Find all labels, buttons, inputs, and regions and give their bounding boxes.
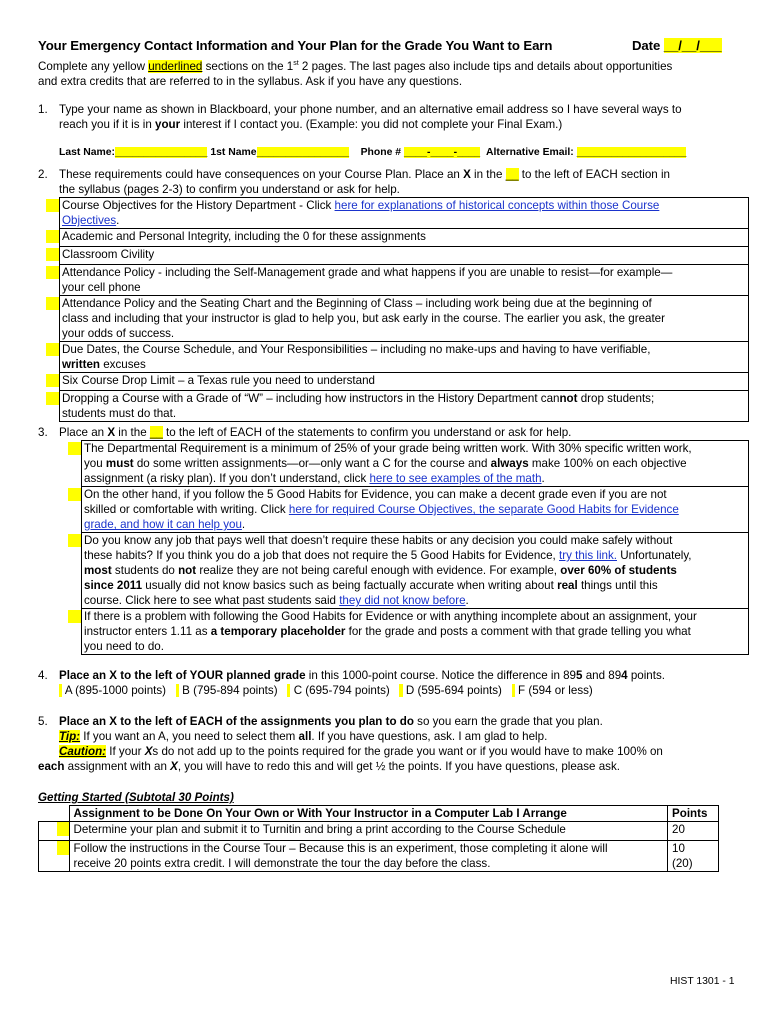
alt-email-field[interactable]: ___________________ <box>576 147 687 158</box>
contact-fields-row <box>59 147 686 158</box>
statements-table <box>59 440 749 655</box>
item-1-number: 1. <box>38 103 48 116</box>
last-name-label: Last Name: <box>59 147 116 158</box>
item-5-number: 5. <box>38 715 48 728</box>
grade-b-checkbox[interactable] <box>176 684 179 697</box>
grade-d-checkbox[interactable] <box>399 684 402 697</box>
table-row: Course Objectives for the History Department - Click here for explanations of historical concepts within those Course Objectives. <box>37 198 749 229</box>
table-row: If there is a problem with following the Good Habits for Evidence or with anything incomplete about an assignment, your instructor enters 1.11 as a temporary placeholder for the grade and posts a comment with that grade telling you what you need to do. <box>59 609 749 655</box>
table-row: Classroom Civility <box>37 247 749 265</box>
col-assignment-header: Assignment to be Done On Your Own or With Your Instructor in a Computer Lab I Arrange <box>69 806 668 822</box>
table-row: Follow the instructions in the Course Tour – Because this is an experiment, those completing it alone will receive 20 points extra credit. I will demonstrate the tour the day before the class. 10 (20) <box>39 841 719 872</box>
checkbox[interactable] <box>37 229 60 247</box>
item-5-line4: each assignment with an X, you will have to redo this and will get ½ the points. If you have questions, please ask. <box>38 760 620 773</box>
phone-field[interactable]: ____-____-____ <box>403 147 481 158</box>
checkbox[interactable] <box>37 373 60 391</box>
table-row: The Departmental Requirement is a minimum of 25% of your grade being written work. With 30% specific written work, you must do some written assignments—or—only want a C for the course and always make 100% on each objective assignment (a risky plan). If you don’t understand, click here to see examples of the math. <box>59 441 749 487</box>
getting-started-heading: Getting Started (Subtotal 30 Points) <box>38 791 234 804</box>
checkbox[interactable] <box>59 487 82 533</box>
table-header-row <box>39 806 719 822</box>
checkbox[interactable] <box>59 533 82 609</box>
date-blank[interactable]: __/__/___ <box>663 38 722 53</box>
grade-options: A (895-1000 points) B (795-894 points) C (695-794 points) D (595-694 points) F (594 or less) <box>59 683 749 698</box>
first-name-field[interactable]: ________________ <box>256 147 350 158</box>
checkbox[interactable] <box>37 247 60 265</box>
grade-a-checkbox[interactable] <box>59 684 62 697</box>
checkbox[interactable] <box>37 198 60 229</box>
checkbox[interactable] <box>37 391 60 422</box>
item-4-number: 4. <box>38 669 48 682</box>
item-3-text: Place an X in the __ to the left of EACH of the statements to confirm you understand or ask for help. <box>59 426 572 439</box>
intro-paragraph: Complete any yellow underlined sections on the 1st 2 pages. The last pages also include tips and details about opportunities and extra credits that are referred to in the syllabus. Ask if you have any questions. <box>38 59 673 88</box>
tip-label: Tip: <box>59 730 81 743</box>
table-row: Six Course Drop Limit – a Texas rule you need to understand <box>37 373 749 391</box>
item-3-number: 3. <box>38 426 48 439</box>
requirements-table <box>37 197 749 422</box>
checkbox[interactable] <box>39 822 70 841</box>
item-4-text: Place an X to the left of YOUR planned grade in this 1000-point course. Notice the difference in 895 and 894 points. A (895-1000 points) B (795-894 points) C (695-794 points) D (595-694 points) F (594 or less) <box>59 668 749 698</box>
item-2-text: These requirements could have consequences on your Course Plan. Place an X in the __ to the left of EACH section in the syllabus (pages 2-3) to confirm you understand or ask for help. <box>59 168 670 196</box>
inline-checkbox-sample: __ <box>505 168 519 181</box>
last-name-field[interactable]: ________________ <box>115 147 208 158</box>
past-students-link[interactable]: they did not know before <box>339 594 466 607</box>
date-label: Date <box>632 38 661 53</box>
table-row: Determine your plan and submit it to Turnitin and bring a print according to the Course Schedule 20 <box>39 822 719 841</box>
objectives-link[interactable]: here for explanations of historical concepts within those Course <box>334 199 660 212</box>
first-name-label: 1st Name <box>210 147 257 158</box>
getting-started-table <box>38 805 719 872</box>
table-row: Attendance Policy and the Seating Chart and the Beginning of Class – including work being due at the beginning of class and including that your instructor is glad to help you, but ask early in the course. The earlier you ask, the greater your odds of success. <box>37 296 749 342</box>
table-row: Attendance Policy - including the Self-Management grade and what happens if you are unable to resist—for example— your cell phone <box>37 265 749 296</box>
checkbox[interactable] <box>59 609 82 655</box>
table-row: On the other hand, if you follow the 5 Good Habits for Evidence, you can make a decent grade even if you are not skilled or comfortable with writing. Click here for required Course Objectives, the separate Good Habits for Evidence grade, and how it can help you. <box>59 487 749 533</box>
grade-c-checkbox[interactable] <box>287 684 290 697</box>
underlined-word: underlined <box>148 59 203 73</box>
item-5-text: Place an X to the left of EACH of the assignments you plan to do so you earn the grade that you plan. Tip: If you want an A, you need to select them all. If you have questions, ask. I am glad to help. Caution: If your Xs do not add up to the points required for the grade you want or if you would have to make 100% on <box>59 715 663 758</box>
table-row: Dropping a Course with a Grade of “W” – including how instructors in the History Department cannot drop students; students must do that. <box>37 391 749 422</box>
phone-label: Phone # <box>360 147 402 158</box>
page-number: HIST 1301 - 1 <box>670 976 735 987</box>
table-row: Do you know any job that pays well that doesn’t require these habits or any decision you could make safely without these habits? If you think you do a job that does not require the 5 Good Habits for Evidence, try this link. Unfortunately, most students do not realize they are not being careful enough with evidence. For example, over 60% of students since 2011 usually did not know basics such as being factually accurate when writing about real things until this course. Click here to see what past students said they did not know before. <box>59 533 749 609</box>
item-2-number: 2. <box>38 168 48 181</box>
checkbox[interactable] <box>39 841 70 872</box>
course-objectives-link[interactable]: here for required Course Objectives, the separate Good Habits for Evidence <box>288 503 679 516</box>
math-examples-link[interactable]: here to see examples of the math <box>369 472 542 485</box>
course-objectives-link-cont[interactable]: grade, and how it can help you <box>84 518 242 531</box>
checkbox[interactable] <box>59 441 82 487</box>
objectives-link-cont[interactable]: Objectives <box>62 214 117 227</box>
col-points-header: Points <box>668 806 719 822</box>
caution-label: Caution: <box>59 745 107 758</box>
alt-email-label: Alternative Email: <box>486 147 574 158</box>
try-this-link[interactable]: try this link. <box>559 549 617 562</box>
checkbox[interactable] <box>37 296 60 342</box>
table-row: Academic and Personal Integrity, including the 0 for these assignments <box>37 229 749 247</box>
checkbox[interactable] <box>37 265 60 296</box>
date-field[interactable] <box>632 38 722 53</box>
checkbox[interactable] <box>37 342 60 373</box>
item-1-text: Type your name as shown in Blackboard, your phone number, and an alternative email address so I have several ways to reach you if it is in your interest if I contact you. (Example: you did not complete your Final Exam.) <box>59 103 682 131</box>
table-row: Due Dates, the Course Schedule, and Your Responsibilities – including no make-ups and having to have verifiable, written excuses <box>37 342 749 373</box>
document-title: Your Emergency Contact Information and Your Plan for the Grade You Want to Earn <box>38 38 553 53</box>
grade-f-checkbox[interactable] <box>512 684 515 697</box>
